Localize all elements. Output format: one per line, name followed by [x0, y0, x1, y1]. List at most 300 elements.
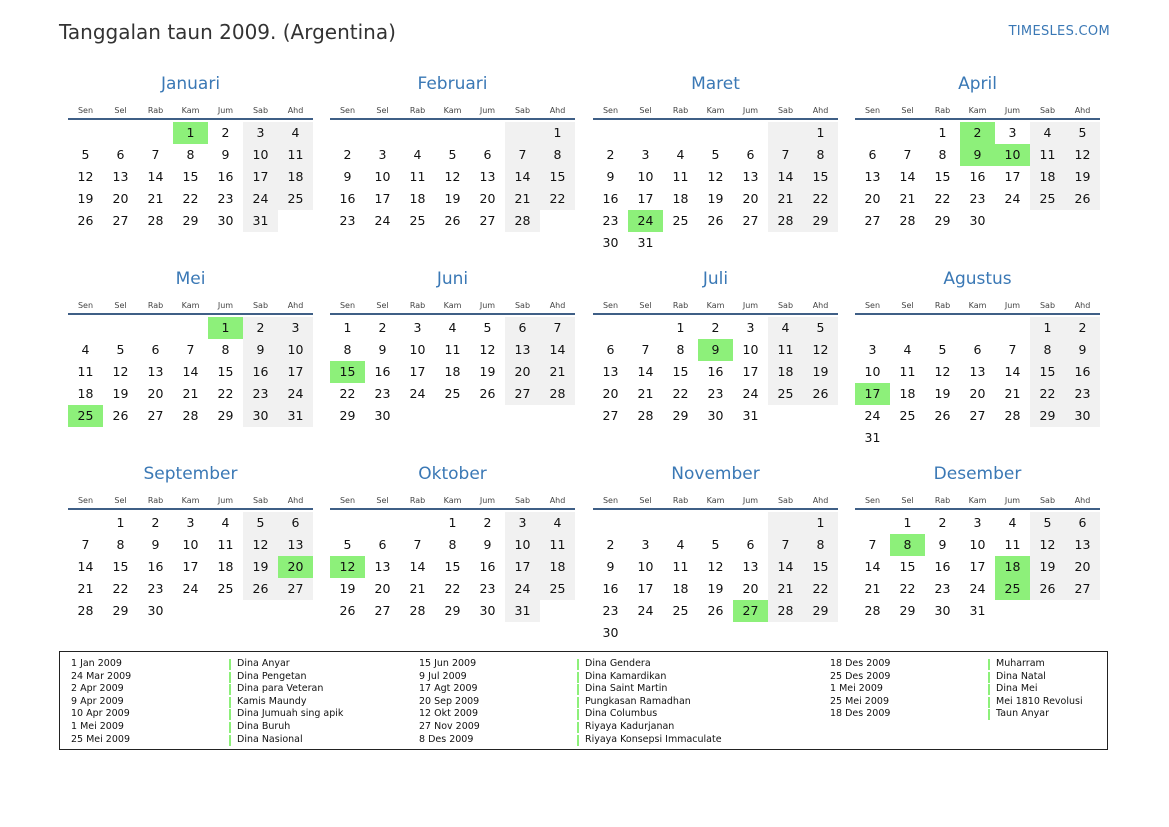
day-cell: 1	[676, 320, 685, 335]
day-cell: 14	[899, 169, 916, 184]
weekday-label: Sel	[639, 106, 652, 115]
day-cell: 17	[742, 364, 759, 379]
day-cell: 20	[505, 361, 540, 383]
empty-cell	[890, 122, 925, 144]
weekday-label: Ahd	[549, 301, 566, 310]
day-cell: 6	[278, 512, 313, 534]
day-cell: 25	[672, 213, 689, 228]
weekday-label: Rab	[934, 496, 951, 505]
day-cell: 20	[742, 191, 759, 206]
day-cell: 14	[540, 339, 575, 361]
day-cell: 2	[343, 147, 352, 162]
weekday-label: Kam	[443, 496, 462, 505]
month-april	[855, 72, 1100, 232]
month-name: Mei	[175, 269, 206, 289]
empty-cell	[540, 405, 575, 427]
day-cell: 17	[1004, 169, 1021, 184]
day-cell: 30	[243, 405, 278, 427]
weekday-label: Sel	[376, 301, 389, 310]
day-cell: 23	[243, 383, 278, 405]
empty-cell	[925, 317, 960, 339]
day-cell: 5	[116, 342, 125, 357]
empty-cell	[173, 317, 208, 339]
day-cell: 17	[969, 559, 986, 574]
day-cell: 22	[803, 188, 838, 210]
day-cell: 29	[339, 408, 356, 423]
day-cell: 21	[409, 581, 426, 596]
empty-cell	[208, 600, 243, 622]
week-row	[855, 210, 1100, 232]
day-cell: 14	[182, 364, 199, 379]
day-cell: 3	[973, 515, 982, 530]
week-row	[593, 166, 838, 188]
day-cell: 8	[938, 147, 947, 162]
day-cell: 4	[768, 317, 803, 339]
header-divider	[593, 118, 838, 120]
day-cell: 25	[444, 386, 461, 401]
day-cell: 28	[505, 210, 540, 232]
weekday-label: Sen	[339, 106, 356, 115]
empty-cell	[1030, 600, 1065, 622]
day-cell: 17	[855, 383, 890, 405]
weekday-label: Sen	[77, 106, 94, 115]
weekday-label: Sel	[639, 496, 652, 505]
month-name: Februari	[417, 74, 488, 94]
day-cell: 18	[77, 386, 94, 401]
day-cell: 30	[147, 603, 164, 618]
day-cell: 22	[182, 191, 199, 206]
day-cell: 7	[151, 147, 160, 162]
day-cell: 27	[742, 213, 759, 228]
day-cell: 26	[479, 386, 496, 401]
week-row	[593, 210, 838, 232]
empty-cell	[960, 317, 995, 339]
holiday-name: Dina Columbus	[585, 708, 658, 720]
weekday-label: Sab	[777, 496, 794, 505]
holiday-date: 17 Agt 2009	[419, 683, 478, 695]
weekday-label: Rab	[672, 496, 689, 505]
day-cell: 28	[864, 603, 881, 618]
week-row	[855, 361, 1100, 383]
day-cell: 15	[899, 559, 916, 574]
day-cell: 17	[278, 361, 313, 383]
day-cell: 28	[409, 603, 426, 618]
day-cell: 21	[147, 191, 164, 206]
day-cell: 3	[378, 147, 387, 162]
day-cell: 20	[147, 386, 164, 401]
day-cell: 1	[448, 515, 457, 530]
day-cell: 28	[899, 213, 916, 228]
day-cell: 29	[803, 210, 838, 232]
day-cell: 2	[483, 515, 492, 530]
day-cell: 2	[606, 147, 615, 162]
week-row	[330, 383, 575, 405]
day-cell: 8	[343, 342, 352, 357]
month-name: November	[671, 464, 760, 484]
holiday-date: 18 Des 2009	[830, 708, 891, 720]
day-cell: 22	[112, 581, 129, 596]
header-divider	[68, 313, 313, 315]
day-cell: 15	[112, 559, 129, 574]
month-name: September	[143, 464, 238, 484]
week-row	[68, 556, 313, 578]
day-cell: 27	[864, 213, 881, 228]
empty-cell	[960, 427, 995, 449]
holiday-name: Dina Buruh	[237, 720, 291, 732]
month-name: April	[958, 74, 997, 94]
weekday-label: Sen	[339, 301, 356, 310]
day-cell: 26	[444, 213, 461, 228]
month-name: Desember	[933, 464, 1022, 484]
week-row	[855, 534, 1100, 556]
day-cell: 18	[1030, 166, 1065, 188]
day-cell: 2	[1065, 317, 1100, 339]
weekday-label: Sel	[901, 496, 914, 505]
weekday-header	[855, 293, 1100, 313]
empty-cell	[138, 122, 173, 144]
month-agustus	[855, 267, 1100, 449]
day-cell: 26	[339, 603, 356, 618]
day-cell: 30	[934, 603, 951, 618]
empty-cell	[663, 512, 698, 534]
day-cell: 15	[672, 364, 689, 379]
day-cell: 12	[243, 534, 278, 556]
month-name: Maret	[691, 74, 740, 94]
day-cell: 10	[409, 342, 426, 357]
day-cell: 21	[1004, 386, 1021, 401]
week-row	[855, 317, 1100, 339]
day-cell: 2	[606, 537, 615, 552]
weekday-label: Rab	[934, 106, 951, 115]
day-cell: 12	[934, 364, 951, 379]
week-row	[593, 339, 838, 361]
week-row	[593, 361, 838, 383]
month-name: Agustus	[943, 269, 1012, 289]
day-cell: 2	[960, 122, 995, 144]
weekday-label: Rab	[409, 106, 426, 115]
empty-cell	[400, 122, 435, 144]
day-cell: 5	[243, 512, 278, 534]
day-cell: 7	[641, 342, 650, 357]
week-row	[593, 556, 838, 578]
day-cell: 31	[505, 600, 540, 622]
day-cell: 27	[733, 600, 768, 622]
weekday-label: Sen	[864, 496, 881, 505]
week-row	[330, 166, 575, 188]
day-cell: 17	[374, 191, 391, 206]
empty-cell	[1065, 427, 1100, 449]
holiday-date: 1 Mei 2009	[71, 720, 124, 732]
day-cell: 26	[1030, 578, 1065, 600]
day-cell: 1	[540, 122, 575, 144]
day-cell: 14	[864, 559, 881, 574]
weekday-label: Sen	[602, 496, 619, 505]
day-cell: 5	[711, 147, 720, 162]
day-cell: 29	[444, 603, 461, 618]
weekday-label: Jum	[479, 301, 496, 310]
week-row	[855, 427, 1100, 449]
day-cell: 30	[1065, 405, 1100, 427]
day-cell: 22	[217, 386, 234, 401]
day-cell: 22	[339, 386, 356, 401]
day-cell: 26	[707, 213, 724, 228]
day-cell: 16	[217, 169, 234, 184]
month-name: Oktober	[418, 464, 487, 484]
month-name: Januari	[160, 74, 221, 94]
month-januari	[68, 72, 313, 232]
day-cell: 21	[77, 581, 94, 596]
day-cell: 1	[803, 122, 838, 144]
day-cell: 1	[343, 320, 352, 335]
holiday-date: 9 Apr 2009	[71, 695, 124, 707]
day-cell: 20	[969, 386, 986, 401]
day-cell: 26	[243, 578, 278, 600]
day-cell: 3	[868, 342, 877, 357]
empty-cell	[173, 600, 208, 622]
day-cell: 21	[182, 386, 199, 401]
day-cell: 9	[378, 342, 387, 357]
day-cell: 13	[374, 559, 391, 574]
weekday-label: Sen	[77, 496, 94, 505]
day-cell: 28	[637, 408, 654, 423]
day-cell: 9	[151, 537, 160, 552]
day-cell: 20	[374, 581, 391, 596]
weekday-label: Rab	[672, 106, 689, 115]
day-cell: 20	[278, 556, 313, 578]
empty-cell	[505, 405, 540, 427]
day-cell: 16	[374, 364, 391, 379]
day-cell: 2	[378, 320, 387, 335]
weekday-label: Sen	[602, 106, 619, 115]
day-cell: 17	[505, 556, 540, 578]
week-row	[330, 600, 575, 622]
weekday-label: Sab	[252, 301, 269, 310]
day-cell: 12	[444, 169, 461, 184]
empty-cell	[890, 317, 925, 339]
day-cell: 14	[1004, 364, 1021, 379]
day-cell: 26	[803, 383, 838, 405]
day-cell: 25	[409, 213, 426, 228]
empty-cell	[540, 600, 575, 622]
day-cell: 11	[1004, 537, 1021, 552]
day-cell: 21	[899, 191, 916, 206]
day-cell: 5	[803, 317, 838, 339]
week-row	[330, 144, 575, 166]
day-cell: 16	[243, 361, 278, 383]
week-row	[68, 317, 313, 339]
day-cell: 29	[182, 213, 199, 228]
weekday-header	[68, 98, 313, 118]
day-cell: 9	[243, 339, 278, 361]
empty-cell	[470, 405, 505, 427]
day-cell: 31	[637, 235, 654, 250]
day-cell: 7	[903, 147, 912, 162]
day-cell: 28	[147, 213, 164, 228]
weekday-header	[68, 488, 313, 508]
week-row	[855, 578, 1100, 600]
weekday-label: Sab	[1039, 106, 1056, 115]
holiday-name: Dina para Veteran	[237, 683, 324, 695]
day-cell: 11	[409, 169, 426, 184]
day-cell: 24	[374, 213, 391, 228]
weekday-label: Sen	[77, 301, 94, 310]
empty-cell	[733, 232, 768, 254]
day-cell: 10	[969, 537, 986, 552]
day-cell: 18	[995, 556, 1030, 578]
day-cell: 18	[444, 364, 461, 379]
month-februari	[330, 72, 575, 232]
day-cell: 31	[742, 408, 759, 423]
header-divider	[855, 313, 1100, 315]
day-cell: 2	[221, 125, 230, 140]
day-cell: 19	[243, 556, 278, 578]
day-cell: 4	[278, 122, 313, 144]
week-row	[855, 188, 1100, 210]
empty-cell	[803, 232, 838, 254]
holiday-name: Taun Anyar	[996, 708, 1049, 720]
day-cell: 7	[540, 317, 575, 339]
day-cell: 25	[540, 578, 575, 600]
empty-cell	[470, 122, 505, 144]
day-cell: 5	[1030, 512, 1065, 534]
day-cell: 5	[448, 147, 457, 162]
day-cell: 29	[1030, 405, 1065, 427]
day-cell: 10	[864, 364, 881, 379]
day-cell: 24	[278, 383, 313, 405]
weekday-label: Jum	[1004, 301, 1021, 310]
day-cell: 16	[479, 559, 496, 574]
day-cell: 31	[864, 430, 881, 445]
day-cell: 30	[374, 408, 391, 423]
day-cell: 27	[278, 578, 313, 600]
day-cell: 11	[672, 559, 689, 574]
week-row	[330, 317, 575, 339]
weekday-label: Jum	[742, 301, 759, 310]
empty-cell	[663, 122, 698, 144]
weekday-label: Sab	[1039, 301, 1056, 310]
day-cell: 6	[483, 147, 492, 162]
weekday-label: Sel	[114, 496, 127, 505]
day-cell: 9	[221, 147, 230, 162]
weekday-label: Jum	[1004, 496, 1021, 505]
day-cell: 1	[1030, 317, 1065, 339]
week-row	[68, 405, 313, 427]
day-cell: 16	[147, 559, 164, 574]
day-cell: 24	[637, 603, 654, 618]
weekday-label: Sab	[514, 301, 531, 310]
month-name: Juli	[702, 269, 729, 289]
day-cell: 2	[938, 515, 947, 530]
week-row	[855, 122, 1100, 144]
day-cell: 1	[803, 512, 838, 534]
day-cell: 29	[899, 603, 916, 618]
day-cell: 16	[602, 581, 619, 596]
week-row	[68, 166, 313, 188]
day-cell: 2	[711, 320, 720, 335]
holiday-name: Pungkasan Ramadhan	[585, 695, 691, 707]
day-cell: 29	[672, 408, 689, 423]
day-cell: 31	[278, 405, 313, 427]
empty-cell	[593, 317, 628, 339]
day-cell: 8	[1030, 339, 1065, 361]
day-cell: 14	[768, 556, 803, 578]
brand-link[interactable]: TIMESLES.COM	[1008, 24, 1110, 39]
day-cell: 17	[637, 581, 654, 596]
day-cell: 5	[938, 342, 947, 357]
weekday-label: Jum	[479, 106, 496, 115]
day-cell: 1	[903, 515, 912, 530]
week-row	[593, 405, 838, 427]
empty-cell	[243, 600, 278, 622]
day-cell: 7	[868, 537, 877, 552]
holiday-name: Mei 1810 Revolusi	[996, 695, 1083, 707]
day-cell: 28	[1004, 408, 1021, 423]
day-cell: 29	[934, 213, 951, 228]
header-divider	[330, 508, 575, 510]
day-cell: 18	[409, 191, 426, 206]
weekday-label: Sab	[514, 106, 531, 115]
weekday-label: Sel	[376, 496, 389, 505]
empty-cell	[768, 405, 803, 427]
header-divider	[330, 313, 575, 315]
empty-cell	[698, 512, 733, 534]
day-cell: 18	[768, 361, 803, 383]
day-cell: 22	[899, 581, 916, 596]
week-row	[330, 122, 575, 144]
day-cell: 6	[378, 537, 387, 552]
holiday-date: 9 Jul 2009	[419, 670, 467, 682]
month-september	[68, 462, 313, 622]
header-divider	[68, 508, 313, 510]
day-cell: 11	[899, 364, 916, 379]
empty-cell	[628, 622, 663, 644]
day-cell: 21	[505, 188, 540, 210]
day-cell: 15	[540, 166, 575, 188]
day-cell: 21	[540, 361, 575, 383]
empty-cell	[400, 405, 435, 427]
weekday-label: Rab	[934, 301, 951, 310]
holiday-date: 8 Des 2009	[419, 733, 474, 745]
day-cell: 11	[672, 169, 689, 184]
day-cell: 24	[409, 386, 426, 401]
week-row	[330, 188, 575, 210]
day-cell: 2	[243, 317, 278, 339]
day-cell: 8	[540, 144, 575, 166]
day-cell: 6	[606, 342, 615, 357]
day-cell: 14	[77, 559, 94, 574]
week-row	[855, 339, 1100, 361]
day-cell: 21	[864, 581, 881, 596]
day-cell: 5	[711, 537, 720, 552]
weekday-label: Rab	[147, 301, 164, 310]
week-row	[68, 361, 313, 383]
weekday-label: Rab	[672, 301, 689, 310]
day-cell: 24	[969, 581, 986, 596]
week-row	[330, 361, 575, 383]
day-cell: 7	[505, 144, 540, 166]
day-cell: 12	[1030, 534, 1065, 556]
week-row	[593, 144, 838, 166]
empty-cell	[330, 512, 365, 534]
week-row	[68, 188, 313, 210]
week-row	[68, 534, 313, 556]
weekday-label: Sel	[901, 301, 914, 310]
day-cell: 4	[540, 512, 575, 534]
day-cell: 23	[479, 581, 496, 596]
month-juni	[330, 267, 575, 427]
day-cell: 18	[899, 386, 916, 401]
weekday-label: Rab	[147, 496, 164, 505]
